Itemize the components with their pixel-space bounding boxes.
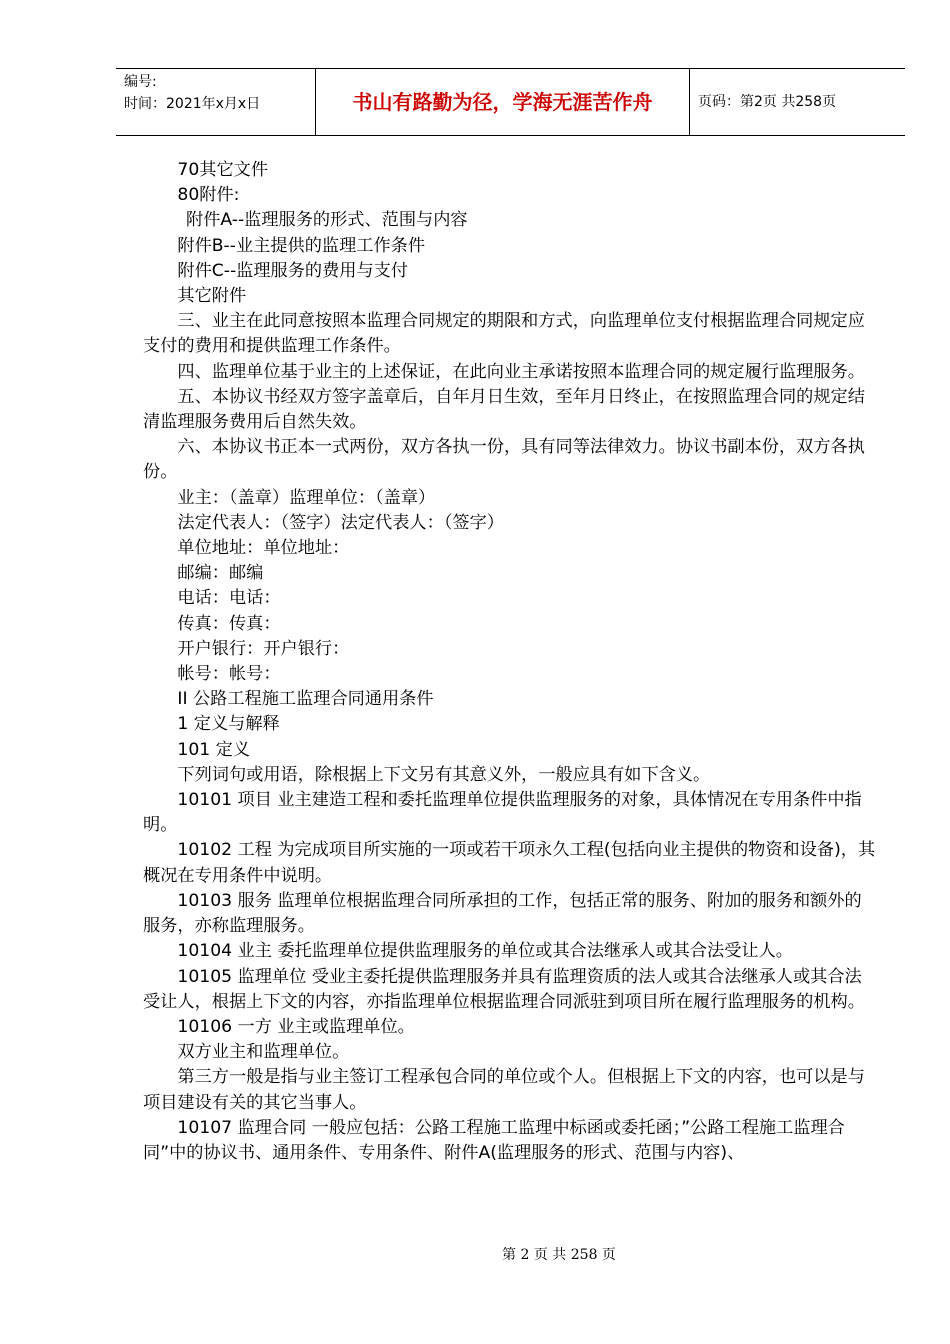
paragraph: 10105 监理单位 受业主委托提供监理服务并具有监理资质的法人或其合法继承人或其合法受让人，根据上下文的内容，亦指监理单位根据监理合同派驻到项目所在履行监理服务的机构。: [143, 966, 865, 1012]
paragraph: 10103 服务 监理单位根据监理合同所承担的工作，包括正常的服务、附加的服务和额外的服务，亦称监理服务。: [143, 890, 862, 937]
paragraph: 电话：电话：: [177, 588, 281, 609]
paragraph: 五、本协议书经双方签字盖章后，自年月日生效，至年月日终止，在按照监理合同的规定结清监理服务费用后自然失效。: [143, 386, 865, 433]
header-meta: [116, 69, 316, 135]
paragraph: 单位地址：单位地址：: [177, 538, 350, 559]
paragraph: 开户银行：开户银行：: [177, 638, 350, 659]
paragraph: 附件A--监理服务的形式、范围与内容: [186, 210, 468, 231]
paragraph: 附件B--业主提供的监理工作条件: [177, 235, 426, 256]
paragraph: 10102 工程 为完成项目所实施的一项或若干项永久工程(包括向业主提供的物资和设备)，其概况在专用条件中说明。: [143, 840, 876, 886]
page-footer: [0, 1244, 950, 1264]
document-body: [143, 158, 878, 1166]
paragraph: 10104 业主 委托监理单位提供监理服务的单位或其合法继承人或其合法受让人。: [177, 941, 793, 962]
paragraph: 传真：传真：: [177, 613, 281, 634]
paragraph: 四、监理单位基于业主的上述保证，在此向业主承诺按照本监理合同的规定履行监理服务。: [177, 361, 865, 382]
paragraph: 双方业主和监理单位。: [177, 1042, 350, 1063]
paragraph: 其它附件: [177, 286, 247, 307]
page-header: [116, 68, 905, 136]
paragraph: 80附件:: [177, 185, 240, 206]
footer-page-number: 第 2 页 共 258 页: [502, 1247, 616, 1263]
document-number-label: 编号:: [124, 74, 157, 90]
paragraph: 10106 一方 业主或监理单位。: [177, 1016, 415, 1037]
section-heading: 1 定义与解释: [177, 714, 280, 735]
header-page-info: 页码：第2页 共258页: [698, 94, 837, 110]
paragraph: 10101 项目 业主建造工程和委托监理单位提供监理服务的对象，具体情况在专用条件中指明。: [143, 790, 862, 836]
paragraph: 70其它文件: [177, 160, 269, 180]
paragraph: 法定代表人：（签字）法定代表人：（签字）: [177, 512, 504, 533]
section-heading: 101 定义: [177, 739, 251, 760]
paragraph: 10107 监理合同 一般应包括：公路工程施工监理中标函或委托函；”公路工程施工监理合同”中的协议书、通用条件、专用条件、附件A(监理服务的形式、范围与内容)、: [143, 1117, 845, 1163]
header-motto: 书山有路勤为径，学海无涯苦作舟: [316, 69, 690, 135]
section-heading: II 公路工程施工监理合同通用条件: [177, 689, 434, 710]
paragraph: 业主：（盖章）监理单位：（盖章）: [177, 487, 436, 508]
paragraph: 三、业主在此同意按照本监理合同规定的期限和方式，向监理单位支付根据监理合同规定应支付的费用和提供监理工作条件。: [143, 311, 865, 357]
paragraph: 六、本协议书正本一式两份，双方各执一份，具有同等法律效力。协议书副本份，双方各执份。: [143, 437, 865, 483]
paragraph: 附件C--监理服务的费用与支付: [177, 260, 409, 281]
document-time-label: 时间：2021年x月x日: [124, 96, 261, 112]
paragraph: 第三方一般是指与业主签订工程承包合同的单位或个人。但根据上下文的内容，也可以是与项目建设有关的其它当事人。: [143, 1067, 865, 1113]
paragraph: 下列词句或用语，除根据上下文另有其意义外，一般应具有如下含义。: [177, 764, 711, 785]
paragraph: 邮编：邮编: [177, 563, 264, 584]
paragraph: 帐号：帐号：: [177, 664, 281, 685]
